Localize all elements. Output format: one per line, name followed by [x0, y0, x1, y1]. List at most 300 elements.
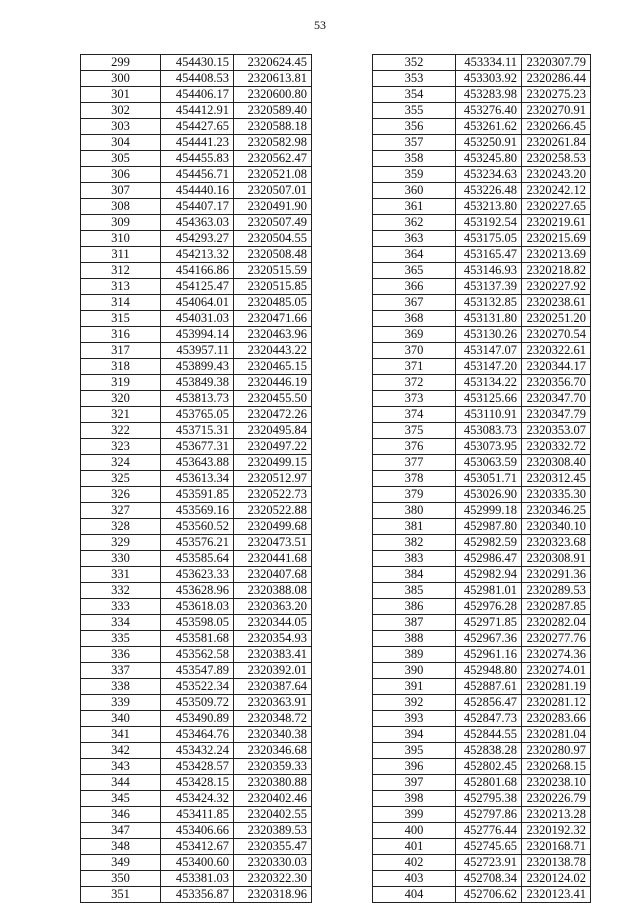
point-number-cell: 332 [81, 583, 161, 599]
y-coordinate-cell: 2320213.69 [522, 247, 591, 263]
y-coordinate-cell: 2320402.55 [234, 807, 312, 823]
y-coordinate-cell: 2320192.32 [522, 823, 591, 839]
y-coordinate-cell: 2320446.19 [234, 375, 312, 391]
y-coordinate-cell: 2320512.97 [234, 471, 312, 487]
x-coordinate-cell: 454166.86 [161, 263, 234, 279]
y-coordinate-cell: 2320332.72 [522, 439, 591, 455]
y-coordinate-cell: 2320258.53 [522, 151, 591, 167]
point-number-cell: 393 [373, 711, 456, 727]
x-coordinate-cell: 452967.36 [456, 631, 522, 647]
point-number-cell: 360 [373, 183, 456, 199]
point-number-cell: 333 [81, 599, 161, 615]
x-coordinate-cell: 452745.65 [456, 839, 522, 855]
coordinates-table-right-body [373, 55, 591, 903]
table-row [81, 791, 312, 807]
y-coordinate-cell: 2320389.53 [234, 823, 312, 839]
y-coordinate-cell: 2320499.15 [234, 455, 312, 471]
y-coordinate-cell: 2320383.41 [234, 647, 312, 663]
point-number-cell: 315 [81, 311, 161, 327]
x-coordinate-cell: 452776.44 [456, 823, 522, 839]
point-number-cell: 391 [373, 679, 456, 695]
point-number-cell: 342 [81, 743, 161, 759]
point-number-cell: 373 [373, 391, 456, 407]
y-coordinate-cell: 2320504.55 [234, 231, 312, 247]
x-coordinate-cell: 453125.66 [456, 391, 522, 407]
table-row [373, 263, 591, 279]
table-row [81, 487, 312, 503]
table-row [373, 599, 591, 615]
table-row [373, 679, 591, 695]
y-coordinate-cell: 2320219.61 [522, 215, 591, 231]
x-coordinate-cell: 453957.11 [161, 343, 234, 359]
y-coordinate-cell: 2320330.03 [234, 855, 312, 871]
table-row [373, 631, 591, 647]
point-number-cell: 326 [81, 487, 161, 503]
x-coordinate-cell: 453406.66 [161, 823, 234, 839]
y-coordinate-cell: 2320562.47 [234, 151, 312, 167]
x-coordinate-cell: 452971.85 [456, 615, 522, 631]
point-number-cell: 338 [81, 679, 161, 695]
x-coordinate-cell: 453303.92 [456, 71, 522, 87]
point-number-cell: 375 [373, 423, 456, 439]
table-row [81, 167, 312, 183]
table-row [373, 759, 591, 775]
x-coordinate-cell: 453110.91 [456, 407, 522, 423]
table-row [373, 887, 591, 903]
point-number-cell: 308 [81, 199, 161, 215]
y-coordinate-cell: 2320266.45 [522, 119, 591, 135]
y-coordinate-cell: 2320515.85 [234, 279, 312, 295]
x-coordinate-cell: 454293.27 [161, 231, 234, 247]
table-row [81, 871, 312, 887]
point-number-cell: 358 [373, 151, 456, 167]
table-row [81, 567, 312, 583]
point-number-cell: 401 [373, 839, 456, 855]
table-row [81, 743, 312, 759]
y-coordinate-cell: 2320354.93 [234, 631, 312, 647]
x-coordinate-cell: 454213.32 [161, 247, 234, 263]
y-coordinate-cell: 2320347.70 [522, 391, 591, 407]
y-coordinate-cell: 2320344.05 [234, 615, 312, 631]
point-number-cell: 390 [373, 663, 456, 679]
y-coordinate-cell: 2320589.40 [234, 103, 312, 119]
y-coordinate-cell: 2320281.04 [522, 727, 591, 743]
table-row [373, 151, 591, 167]
point-number-cell: 309 [81, 215, 161, 231]
point-number-cell: 386 [373, 599, 456, 615]
table-row [373, 199, 591, 215]
x-coordinate-cell: 454125.47 [161, 279, 234, 295]
table-row [373, 87, 591, 103]
table-row [81, 695, 312, 711]
x-coordinate-cell: 453569.16 [161, 503, 234, 519]
y-coordinate-cell: 2320355.47 [234, 839, 312, 855]
table-row [373, 295, 591, 311]
point-number-cell: 335 [81, 631, 161, 647]
y-coordinate-cell: 2320238.10 [522, 775, 591, 791]
x-coordinate-cell: 452981.01 [456, 583, 522, 599]
table-row [81, 615, 312, 631]
table-row [81, 759, 312, 775]
y-coordinate-cell: 2320308.91 [522, 551, 591, 567]
table-row [373, 519, 591, 535]
point-number-cell: 313 [81, 279, 161, 295]
point-number-cell: 327 [81, 503, 161, 519]
table-row [81, 247, 312, 263]
x-coordinate-cell: 453083.73 [456, 423, 522, 439]
point-number-cell: 370 [373, 343, 456, 359]
point-number-cell: 368 [373, 311, 456, 327]
point-number-cell: 398 [373, 791, 456, 807]
x-coordinate-cell: 453849.38 [161, 375, 234, 391]
point-number-cell: 389 [373, 647, 456, 663]
x-coordinate-cell: 454430.15 [161, 55, 234, 71]
y-coordinate-cell: 2320238.61 [522, 295, 591, 311]
table-row [81, 583, 312, 599]
point-number-cell: 318 [81, 359, 161, 375]
table-row [81, 87, 312, 103]
point-number-cell: 399 [373, 807, 456, 823]
x-coordinate-cell: 454031.03 [161, 311, 234, 327]
y-coordinate-cell: 2320522.73 [234, 487, 312, 503]
table-row [373, 103, 591, 119]
y-coordinate-cell: 2320227.92 [522, 279, 591, 295]
y-coordinate-cell: 2320363.20 [234, 599, 312, 615]
x-coordinate-cell: 453522.34 [161, 679, 234, 695]
point-number-cell: 400 [373, 823, 456, 839]
table-row [81, 119, 312, 135]
table-row [373, 711, 591, 727]
y-coordinate-cell: 2320582.98 [234, 135, 312, 151]
point-number-cell: 321 [81, 407, 161, 423]
y-coordinate-cell: 2320353.07 [522, 423, 591, 439]
table-row [81, 135, 312, 151]
table-row [81, 423, 312, 439]
point-number-cell: 316 [81, 327, 161, 343]
y-coordinate-cell: 2320251.20 [522, 311, 591, 327]
x-coordinate-cell: 453628.96 [161, 583, 234, 599]
point-number-cell: 305 [81, 151, 161, 167]
x-coordinate-cell: 453432.24 [161, 743, 234, 759]
point-number-cell: 301 [81, 87, 161, 103]
point-number-cell: 394 [373, 727, 456, 743]
y-coordinate-cell: 2320472.26 [234, 407, 312, 423]
table-row [373, 455, 591, 471]
table-row [373, 359, 591, 375]
table-row [373, 487, 591, 503]
x-coordinate-cell: 452708.34 [456, 871, 522, 887]
table-row [81, 359, 312, 375]
y-coordinate-cell: 2320274.36 [522, 647, 591, 663]
x-coordinate-cell: 453356.87 [161, 887, 234, 903]
x-coordinate-cell: 453715.31 [161, 423, 234, 439]
x-coordinate-cell: 452982.59 [456, 535, 522, 551]
y-coordinate-cell: 2320124.02 [522, 871, 591, 887]
x-coordinate-cell: 453490.89 [161, 711, 234, 727]
point-number-cell: 300 [81, 71, 161, 87]
x-coordinate-cell: 453813.73 [161, 391, 234, 407]
point-number-cell: 363 [373, 231, 456, 247]
y-coordinate-cell: 2320242.12 [522, 183, 591, 199]
point-number-cell: 328 [81, 519, 161, 535]
point-number-cell: 331 [81, 567, 161, 583]
x-coordinate-cell: 453677.31 [161, 439, 234, 455]
table-row [81, 551, 312, 567]
point-number-cell: 367 [373, 295, 456, 311]
y-coordinate-cell: 2320280.97 [522, 743, 591, 759]
x-coordinate-cell: 453283.98 [456, 87, 522, 103]
x-coordinate-cell: 453400.60 [161, 855, 234, 871]
table-row [373, 647, 591, 663]
x-coordinate-cell: 454407.17 [161, 199, 234, 215]
x-coordinate-cell: 453560.52 [161, 519, 234, 535]
y-coordinate-cell: 2320407.68 [234, 567, 312, 583]
y-coordinate-cell: 2320443.22 [234, 343, 312, 359]
point-number-cell: 378 [373, 471, 456, 487]
point-number-cell: 345 [81, 791, 161, 807]
table-row [373, 55, 591, 71]
y-coordinate-cell: 2320123.41 [522, 887, 591, 903]
y-coordinate-cell: 2320308.40 [522, 455, 591, 471]
y-coordinate-cell: 2320270.54 [522, 327, 591, 343]
table-row [81, 103, 312, 119]
y-coordinate-cell: 2320270.91 [522, 103, 591, 119]
y-coordinate-cell: 2320473.51 [234, 535, 312, 551]
y-coordinate-cell: 2320465.15 [234, 359, 312, 375]
y-coordinate-cell: 2320227.65 [522, 199, 591, 215]
point-number-cell: 322 [81, 423, 161, 439]
table-row [81, 439, 312, 455]
x-coordinate-cell: 453250.91 [456, 135, 522, 151]
x-coordinate-cell: 452887.61 [456, 679, 522, 695]
point-number-cell: 349 [81, 855, 161, 871]
y-coordinate-cell: 2320323.68 [522, 535, 591, 551]
y-coordinate-cell: 2320600.80 [234, 87, 312, 103]
y-coordinate-cell: 2320168.71 [522, 839, 591, 855]
table-row [81, 407, 312, 423]
point-number-cell: 304 [81, 135, 161, 151]
point-number-cell: 361 [373, 199, 456, 215]
table-row [373, 71, 591, 87]
x-coordinate-cell: 453137.39 [456, 279, 522, 295]
y-coordinate-cell: 2320289.53 [522, 583, 591, 599]
point-number-cell: 366 [373, 279, 456, 295]
x-coordinate-cell: 453261.62 [456, 119, 522, 135]
point-number-cell: 346 [81, 807, 161, 823]
y-coordinate-cell: 2320275.23 [522, 87, 591, 103]
point-number-cell: 329 [81, 535, 161, 551]
x-coordinate-cell: 453623.33 [161, 567, 234, 583]
table-row [81, 231, 312, 247]
x-coordinate-cell: 452802.45 [456, 759, 522, 775]
y-coordinate-cell: 2320402.46 [234, 791, 312, 807]
x-coordinate-cell: 453132.85 [456, 295, 522, 311]
table-row [373, 743, 591, 759]
x-coordinate-cell: 452982.94 [456, 567, 522, 583]
x-coordinate-cell: 453464.76 [161, 727, 234, 743]
y-coordinate-cell: 2320356.70 [522, 375, 591, 391]
point-number-cell: 352 [373, 55, 456, 71]
y-coordinate-cell: 2320388.08 [234, 583, 312, 599]
x-coordinate-cell: 453576.21 [161, 535, 234, 551]
y-coordinate-cell: 2320359.33 [234, 759, 312, 775]
table-row [373, 135, 591, 151]
y-coordinate-cell: 2320283.66 [522, 711, 591, 727]
y-coordinate-cell: 2320346.68 [234, 743, 312, 759]
x-coordinate-cell: 453643.88 [161, 455, 234, 471]
table-row [81, 375, 312, 391]
x-coordinate-cell: 454363.03 [161, 215, 234, 231]
x-coordinate-cell: 453591.85 [161, 487, 234, 503]
point-number-cell: 324 [81, 455, 161, 471]
table-row [373, 375, 591, 391]
table-row [373, 407, 591, 423]
point-number-cell: 402 [373, 855, 456, 871]
y-coordinate-cell: 2320243.20 [522, 167, 591, 183]
table-row [373, 791, 591, 807]
y-coordinate-cell: 2320318.96 [234, 887, 312, 903]
table-row [373, 551, 591, 567]
point-number-cell: 354 [373, 87, 456, 103]
x-coordinate-cell: 453509.72 [161, 695, 234, 711]
y-coordinate-cell: 2320312.45 [522, 471, 591, 487]
table-row [81, 823, 312, 839]
x-coordinate-cell: 453424.32 [161, 791, 234, 807]
table-row [373, 183, 591, 199]
table-row [81, 343, 312, 359]
y-coordinate-cell: 2320613.81 [234, 71, 312, 87]
table-row [373, 215, 591, 231]
y-coordinate-cell: 2320340.38 [234, 727, 312, 743]
x-coordinate-cell: 453618.03 [161, 599, 234, 615]
x-coordinate-cell: 454412.91 [161, 103, 234, 119]
y-coordinate-cell: 2320515.59 [234, 263, 312, 279]
point-number-cell: 364 [373, 247, 456, 263]
x-coordinate-cell: 453226.48 [456, 183, 522, 199]
x-coordinate-cell: 453428.57 [161, 759, 234, 775]
y-coordinate-cell: 2320485.05 [234, 295, 312, 311]
y-coordinate-cell: 2320281.12 [522, 695, 591, 711]
y-coordinate-cell: 2320363.91 [234, 695, 312, 711]
point-number-cell: 314 [81, 295, 161, 311]
x-coordinate-cell: 452706.62 [456, 887, 522, 903]
x-coordinate-cell: 452795.38 [456, 791, 522, 807]
table-row [373, 583, 591, 599]
point-number-cell: 379 [373, 487, 456, 503]
x-coordinate-cell: 453146.93 [456, 263, 522, 279]
y-coordinate-cell: 2320499.68 [234, 519, 312, 535]
y-coordinate-cell: 2320491.90 [234, 199, 312, 215]
x-coordinate-cell: 452838.28 [456, 743, 522, 759]
x-coordinate-cell: 452797.86 [456, 807, 522, 823]
table-row [81, 55, 312, 71]
x-coordinate-cell: 452999.18 [456, 503, 522, 519]
x-coordinate-cell: 453334.11 [456, 55, 522, 71]
y-coordinate-cell: 2320261.84 [522, 135, 591, 151]
y-coordinate-cell: 2320277.76 [522, 631, 591, 647]
point-number-cell: 323 [81, 439, 161, 455]
y-coordinate-cell: 2320588.18 [234, 119, 312, 135]
y-coordinate-cell: 2320497.22 [234, 439, 312, 455]
point-number-cell: 325 [81, 471, 161, 487]
point-number-cell: 380 [373, 503, 456, 519]
table-row [81, 327, 312, 343]
point-number-cell: 344 [81, 775, 161, 791]
table-row [81, 839, 312, 855]
table-row [81, 455, 312, 471]
point-number-cell: 343 [81, 759, 161, 775]
x-coordinate-cell: 452961.16 [456, 647, 522, 663]
x-coordinate-cell: 452976.28 [456, 599, 522, 615]
x-coordinate-cell: 453412.67 [161, 839, 234, 855]
x-coordinate-cell: 453994.14 [161, 327, 234, 343]
table-row [373, 311, 591, 327]
table-row [373, 119, 591, 135]
y-coordinate-cell: 2320507.01 [234, 183, 312, 199]
point-number-cell: 320 [81, 391, 161, 407]
x-coordinate-cell: 453134.22 [456, 375, 522, 391]
point-number-cell: 385 [373, 583, 456, 599]
x-coordinate-cell: 453899.43 [161, 359, 234, 375]
x-coordinate-cell: 453175.05 [456, 231, 522, 247]
point-number-cell: 319 [81, 375, 161, 391]
x-coordinate-cell: 453562.58 [161, 647, 234, 663]
point-number-cell: 350 [81, 871, 161, 887]
table-row [373, 423, 591, 439]
table-row [81, 727, 312, 743]
y-coordinate-cell: 2320471.66 [234, 311, 312, 327]
point-number-cell: 388 [373, 631, 456, 647]
x-coordinate-cell: 454441.23 [161, 135, 234, 151]
table-row [81, 71, 312, 87]
table-row [81, 215, 312, 231]
x-coordinate-cell: 453245.80 [456, 151, 522, 167]
table-row [81, 711, 312, 727]
point-number-cell: 403 [373, 871, 456, 887]
x-coordinate-cell: 453765.05 [161, 407, 234, 423]
y-coordinate-cell: 2320226.79 [522, 791, 591, 807]
y-coordinate-cell: 2320274.01 [522, 663, 591, 679]
x-coordinate-cell: 454408.53 [161, 71, 234, 87]
table-row [373, 695, 591, 711]
x-coordinate-cell: 453147.20 [456, 359, 522, 375]
table-row [373, 839, 591, 855]
point-number-cell: 383 [373, 551, 456, 567]
x-coordinate-cell: 453428.15 [161, 775, 234, 791]
table-row [81, 199, 312, 215]
table-row [81, 599, 312, 615]
table-row [81, 631, 312, 647]
x-coordinate-cell: 454456.71 [161, 167, 234, 183]
table-row [373, 823, 591, 839]
table-row [373, 327, 591, 343]
point-number-cell: 356 [373, 119, 456, 135]
y-coordinate-cell: 2320291.36 [522, 567, 591, 583]
point-number-cell: 303 [81, 119, 161, 135]
point-number-cell: 302 [81, 103, 161, 119]
table-row [81, 855, 312, 871]
table-row [373, 231, 591, 247]
y-coordinate-cell: 2320508.48 [234, 247, 312, 263]
table-row [81, 391, 312, 407]
x-coordinate-cell: 453411.85 [161, 807, 234, 823]
y-coordinate-cell: 2320441.68 [234, 551, 312, 567]
y-coordinate-cell: 2320495.84 [234, 423, 312, 439]
table-row [81, 807, 312, 823]
x-coordinate-cell: 453598.05 [161, 615, 234, 631]
x-coordinate-cell: 453073.95 [456, 439, 522, 455]
point-number-cell: 307 [81, 183, 161, 199]
